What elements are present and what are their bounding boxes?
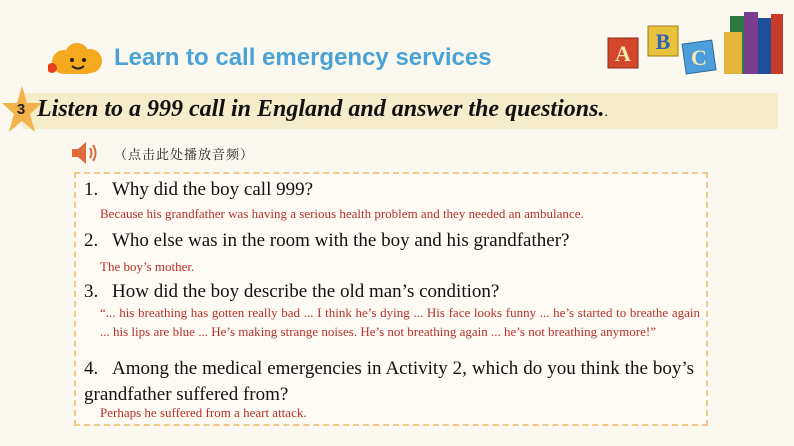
cloud-face-icon: [48, 42, 106, 76]
step-number: 3: [16, 101, 26, 118]
abc-blocks-and-books-icon: [600, 8, 790, 78]
svg-text:C: C: [691, 45, 707, 70]
answer-1: Because his grandfather was having a serious health problem and they needed an ambulance.: [100, 206, 584, 221]
question-4: 4. Among the medical emergencies in Activity 2, which do you think the boy’s grandfather suffered from?: [84, 358, 694, 405]
answer-4: Perhaps he suffered from a heart attack.: [100, 405, 307, 420]
speaker-icon[interactable]: [70, 140, 100, 166]
question-2: 2. Who else was in the room with the boy and his grandfather?: [84, 230, 570, 251]
answer-3: “... his breathing has gotten really bad ... I think he’s dying ... His face looks funny ... he’s started to breathe again ... his lips are blue ... He’s making strange noises. He’s not breathing again ... he’s not breathing anymore!”: [100, 305, 700, 339]
audio-play-hint[interactable]: （点击此处播放音频）: [114, 148, 255, 163]
svg-text:B: B: [655, 29, 671, 54]
page-title: Learn to call emergency services: [114, 44, 492, 71]
instruction-text: Listen to a 999 call in England and answer the questions..: [37, 96, 608, 122]
answer-2: The boy’s mother.: [100, 259, 195, 274]
question-1: 1. Why did the boy call 999?: [84, 179, 314, 200]
svg-text:A: A: [615, 41, 631, 66]
question-3: 3. How did the boy describe the old man’s condition?: [84, 281, 500, 302]
